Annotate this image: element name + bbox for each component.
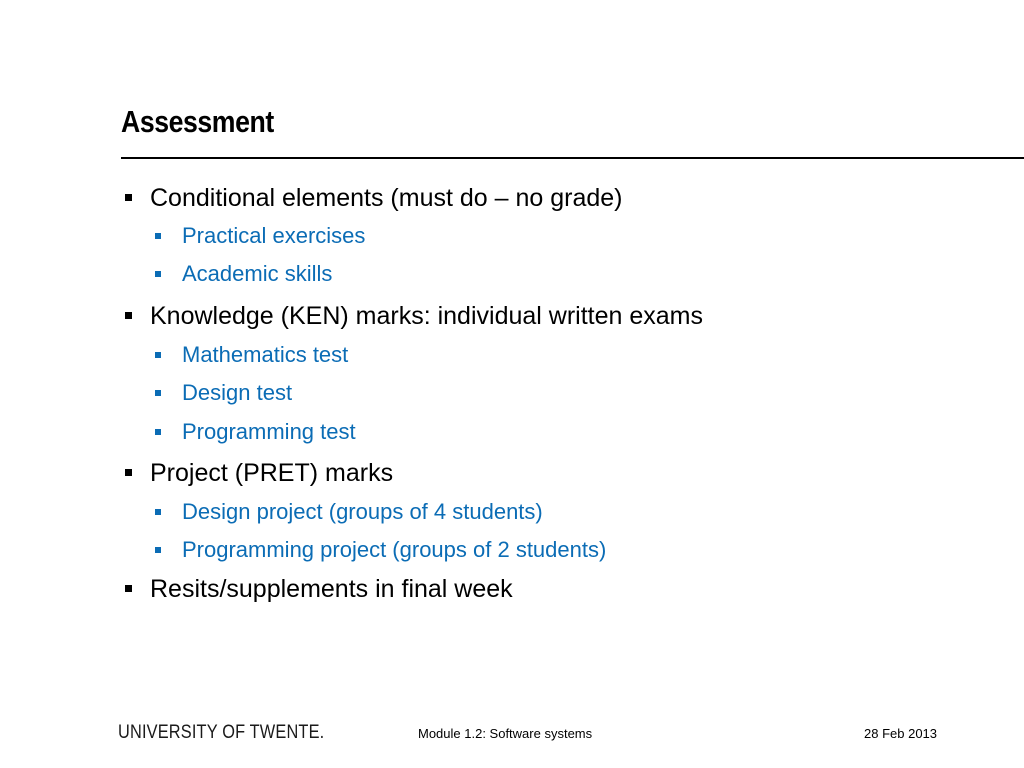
square-bullet-icon (155, 233, 161, 239)
bullet-item (150, 183, 623, 213)
sub-bullet-text: Mathematics test (182, 342, 349, 367)
bullet-item (150, 574, 513, 604)
bullet-text: Project (PRET) marks (150, 459, 394, 487)
sub-bullet-text: Programming test (182, 419, 356, 444)
sub-bullet-text: Design project (groups of 4 students) (182, 499, 543, 524)
square-bullet-icon (125, 312, 132, 319)
university-logo: UNIVERSITY OF TWENTE. (118, 722, 325, 743)
sub-bullet-text: Academic skills (182, 261, 333, 286)
square-bullet-icon (125, 194, 132, 201)
square-bullet-icon (155, 271, 161, 277)
footer-date: 28 Feb 2013 (864, 726, 938, 741)
square-bullet-icon (155, 390, 161, 396)
bullet-text: Resits/supplements in final week (150, 575, 513, 603)
sub-bullet-item (182, 419, 356, 445)
sub-bullet-item (182, 380, 292, 406)
sub-bullet-text: Practical exercises (182, 223, 366, 248)
slide-title: Assessment (121, 104, 274, 139)
sub-bullet-item (182, 537, 606, 563)
sub-bullet-text: Programming project (groups of 2 students) (182, 537, 607, 562)
bullet-item (150, 301, 703, 331)
sub-bullet-item (182, 499, 543, 525)
sub-bullet-item (182, 261, 332, 287)
bullet-item (150, 458, 393, 488)
square-bullet-icon (155, 547, 161, 553)
footer-module-text: Module 1.2: Software systems (418, 726, 593, 741)
square-bullet-icon (155, 509, 161, 515)
sub-bullet-item (182, 223, 365, 249)
square-bullet-icon (125, 469, 132, 476)
sub-bullet-text: Design test (182, 380, 293, 405)
square-bullet-icon (155, 429, 161, 435)
bullet-text: Conditional elements (must do – no grade) (150, 184, 623, 212)
bullet-text: Knowledge (KEN) marks: individual written exams (150, 302, 703, 330)
sub-bullet-item (182, 342, 348, 368)
square-bullet-icon (155, 352, 161, 358)
square-bullet-icon (125, 585, 132, 592)
